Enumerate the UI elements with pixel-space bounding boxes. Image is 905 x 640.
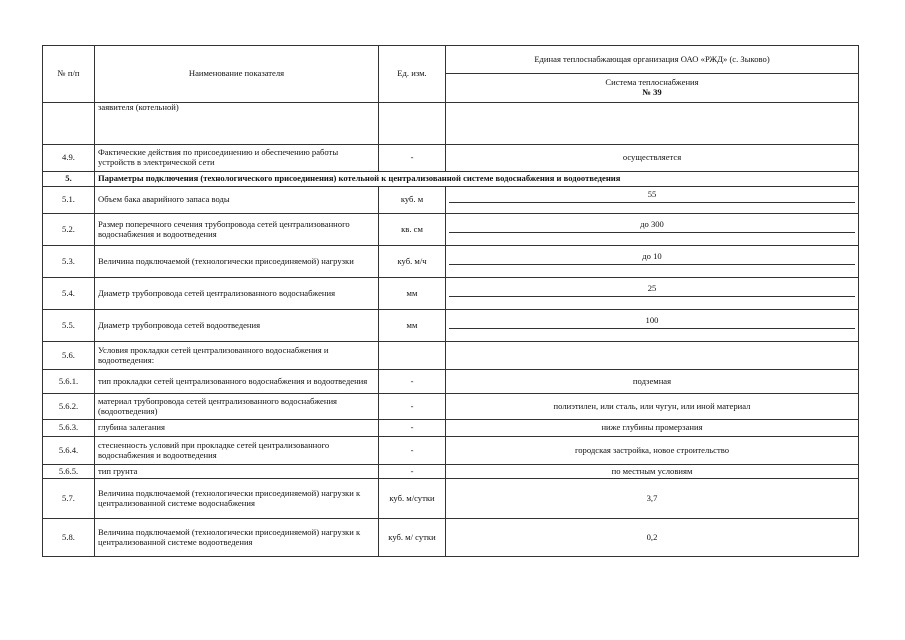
row-unit: - — [379, 420, 446, 437]
row-name: Величина подключаемой (технологически присоединяемой) нагрузки к централизованной системе водоснабжения — [95, 479, 379, 519]
row-unit — [379, 342, 446, 370]
header-system — [446, 74, 859, 103]
row-unit: - — [379, 465, 446, 479]
table-row — [43, 394, 859, 420]
row-unit: кв. см — [379, 214, 446, 246]
row-value: до 300 — [449, 217, 855, 233]
header-organization: Единая теплоснабжающая организация ОАО «РЖД» (с. Зыково) — [446, 46, 859, 74]
row-value: городская застройка, новое строительство — [446, 437, 859, 465]
row-name: тип грунта — [95, 465, 379, 479]
row-unit: куб. м/ сутки — [379, 519, 446, 557]
table-row — [43, 278, 859, 310]
row-number: 5.6.5. — [43, 465, 95, 479]
row-value: 0,2 — [446, 519, 859, 557]
row-name: заявителя (котельной) — [95, 103, 379, 145]
row-value — [446, 342, 859, 370]
row-value-cell — [446, 214, 859, 246]
row-number: 5.4. — [43, 278, 95, 310]
row-unit: - — [379, 370, 446, 394]
row-value: полиэтилен, или сталь, или чугун, или иной материал — [446, 394, 859, 420]
row-unit: куб. м — [379, 187, 446, 214]
row-unit: - — [379, 394, 446, 420]
row-unit: - — [379, 145, 446, 172]
row-number: 5.5. — [43, 310, 95, 342]
row-unit: мм — [379, 278, 446, 310]
row-number: 5.2. — [43, 214, 95, 246]
row-value: осуществляется — [446, 145, 859, 172]
row-number: 5.6.1. — [43, 370, 95, 394]
row-name: стесненность условий при прокладке сетей централизованного водоснабжения и водоотведения — [95, 437, 379, 465]
row-value: по местным условиям — [446, 465, 859, 479]
row-name: материал трубопровода сетей централизованного водоснабжения (водоотведения) — [95, 394, 379, 420]
row-number: 5.7. — [43, 479, 95, 519]
table-header-row-1 — [43, 46, 859, 74]
row-value — [446, 103, 859, 145]
table-row — [43, 370, 859, 394]
row-number: 5.6. — [43, 342, 95, 370]
table-row — [43, 187, 859, 214]
row-value: 55 — [449, 187, 855, 203]
table-row — [43, 103, 859, 145]
row-name: Диаметр трубопровода сетей централизованного водоснабжения — [95, 278, 379, 310]
indicators-table — [42, 45, 859, 557]
row-name: Объем бака аварийного запаса воды — [95, 187, 379, 214]
row-number: 4.9. — [43, 145, 95, 172]
row-number: 5.3. — [43, 246, 95, 278]
table-row — [43, 214, 859, 246]
row-number: 5.6.4. — [43, 437, 95, 465]
table-row — [43, 420, 859, 437]
table-row — [43, 479, 859, 519]
section-row — [43, 172, 859, 187]
table-row — [43, 310, 859, 342]
row-name: Фактические действия по присоединению и обеспечению работы устройств в электрической сети — [95, 145, 379, 172]
header-unit: Ед. изм. — [379, 46, 446, 103]
section-number: 5. — [43, 172, 95, 187]
row-number: 5.6.2. — [43, 394, 95, 420]
row-value: 100 — [449, 313, 855, 329]
row-value-cell — [446, 310, 859, 342]
header-number: № п/п — [43, 46, 95, 103]
row-number: 5.8. — [43, 519, 95, 557]
row-name: Диаметр трубопровода сетей водоотведения — [95, 310, 379, 342]
row-name: Величина подключаемой (технологически присоединяемой) нагрузки к централизованной системе водоотведения — [95, 519, 379, 557]
row-value: 25 — [449, 281, 855, 297]
table-row — [43, 145, 859, 172]
header-system-number: № 39 — [642, 87, 662, 97]
row-name: Величина подключаемой (технологически присоединяемой) нагрузки — [95, 246, 379, 278]
row-unit: куб. м/сутки — [379, 479, 446, 519]
table-row — [43, 437, 859, 465]
table-row — [43, 519, 859, 557]
row-name: Условия прокладки сетей централизованного водоснабжения и водоотведения: — [95, 342, 379, 370]
header-system-label: Система теплоснабжения — [605, 77, 699, 88]
row-number: 5.6.3. — [43, 420, 95, 437]
row-name: глубина залегания — [95, 420, 379, 437]
row-number — [43, 103, 95, 145]
row-value-cell — [446, 278, 859, 310]
row-unit: куб. м/ч — [379, 246, 446, 278]
row-number: 5.1. — [43, 187, 95, 214]
row-unit: мм — [379, 310, 446, 342]
table-row — [43, 465, 859, 479]
row-value-cell — [446, 187, 859, 214]
row-value: 3,7 — [446, 479, 859, 519]
row-unit: - — [379, 437, 446, 465]
row-value-cell — [446, 246, 859, 278]
section-title: Параметры подключения (технологического присоединения) котельной к централизованной системе водоснабжения и водоотведения — [95, 172, 859, 187]
row-value: до 10 — [449, 249, 855, 265]
row-name: Размер поперечного сечения трубопровода сетей централизованного водоснабжения и водоотведения — [95, 214, 379, 246]
header-indicator-name: Наименование показателя — [95, 46, 379, 103]
row-unit — [379, 103, 446, 145]
row-name: тип прокладки сетей централизованного водоснабжения и водоотведения — [95, 370, 379, 394]
row-value: ниже глубины промерзания — [446, 420, 859, 437]
table-row — [43, 246, 859, 278]
table-row — [43, 342, 859, 370]
row-value: подземная — [446, 370, 859, 394]
